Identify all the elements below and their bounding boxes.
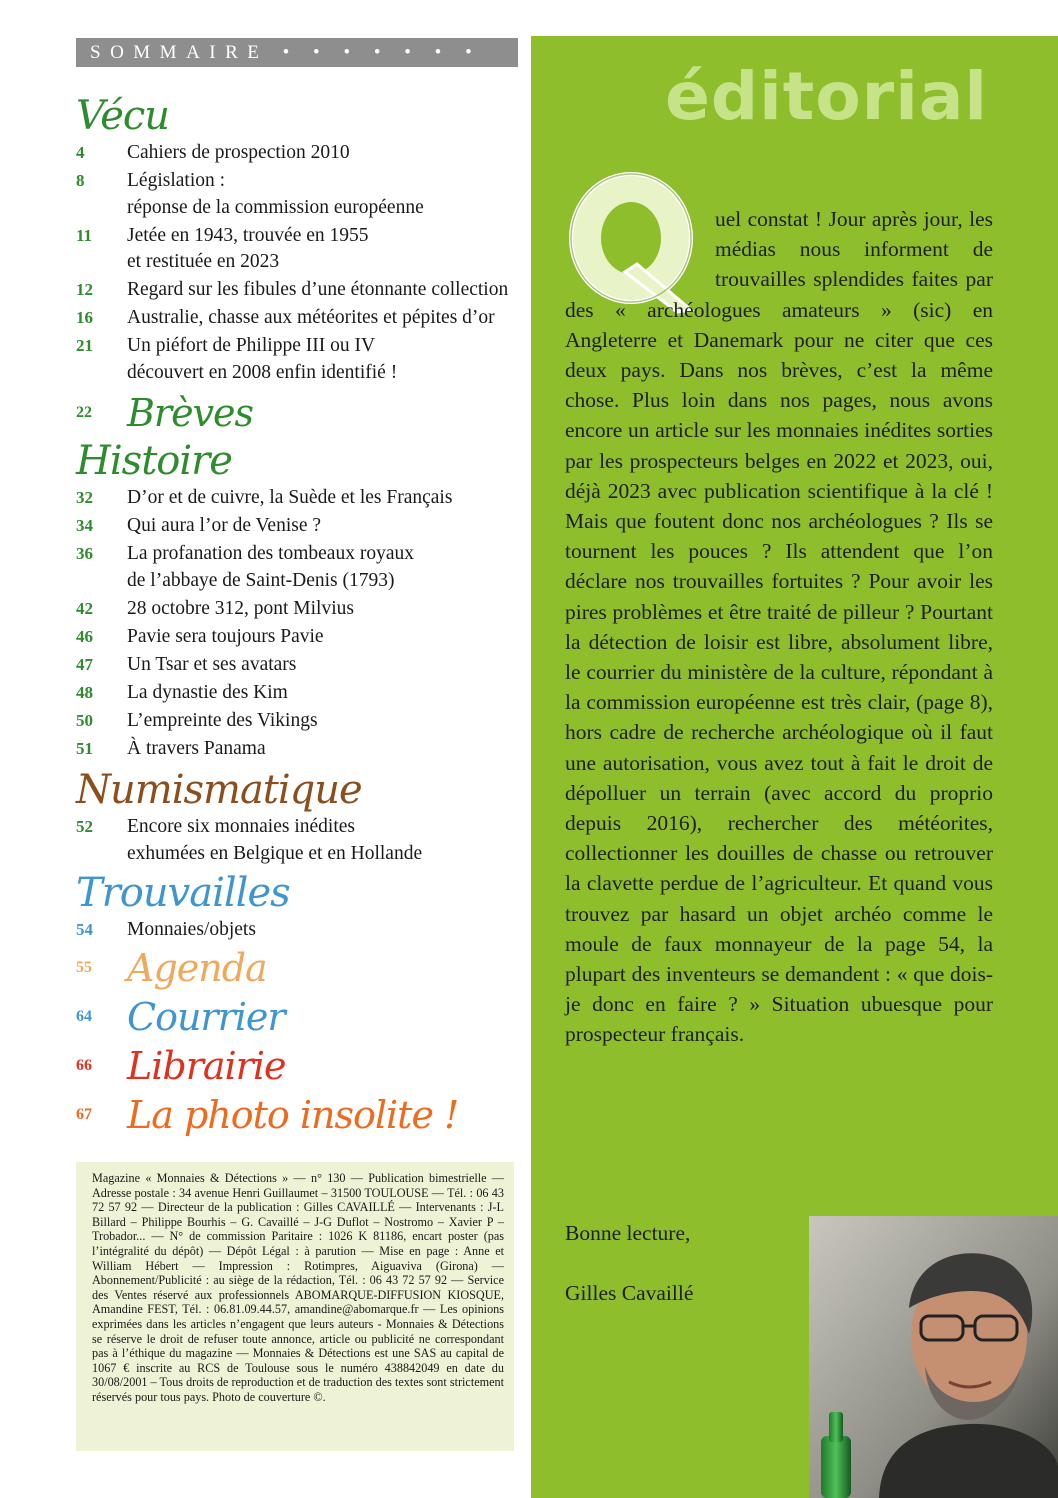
page-number: 50 <box>76 710 93 730</box>
toc-entry-librairie[interactable] <box>76 1042 526 1091</box>
toc-entry-agenda[interactable] <box>76 944 526 993</box>
toc-entry[interactable] <box>76 917 526 944</box>
toc-entry[interactable] <box>76 680 526 707</box>
dropcap-spacer <box>565 204 715 292</box>
toc-entry[interactable] <box>76 140 526 167</box>
editorial-signature: Gilles Cavaillé <box>565 1281 694 1305</box>
entry-title-line: Législation : <box>127 170 226 191</box>
section-list-numismatique <box>76 814 526 867</box>
entry-title <box>127 708 526 735</box>
page-number: 34 <box>76 516 93 535</box>
section-title-vecu: Vécu <box>76 93 170 139</box>
toc-entry[interactable] <box>76 277 526 304</box>
page-number: 51 <box>76 738 93 758</box>
page-number: 47 <box>76 654 93 674</box>
toc-entry[interactable] <box>76 736 526 763</box>
page-number: 4 <box>76 143 85 162</box>
page-number: 11 <box>76 225 93 245</box>
entry-title <box>127 596 526 623</box>
table-of-contents <box>76 92 526 1140</box>
entry-title <box>127 652 526 679</box>
page-number: 66 <box>76 1057 92 1074</box>
page-number: 12 <box>76 280 93 299</box>
entry-title <box>127 513 526 540</box>
section-title-breves: Brèves <box>127 390 254 435</box>
entry-title-line: Un Tsar et ses avatars <box>127 653 297 675</box>
entry-title-line: Encore six monnaies inédites <box>127 816 355 837</box>
editorial-body <box>565 204 993 1050</box>
page-number: 21 <box>76 336 93 355</box>
section-list-histoire <box>76 485 526 762</box>
section-title-photo-insolite: La photo insolite ! <box>127 1093 459 1137</box>
toc-entry[interactable] <box>76 168 526 221</box>
toc-entry-photo-insolite[interactable] <box>76 1091 526 1140</box>
page-number: 42 <box>76 598 93 618</box>
entry-title <box>127 168 526 221</box>
entry-title-line: Australie, chasse aux météorites et pépites d’or <box>127 307 495 328</box>
sommaire-dots: • • • • • • • <box>282 42 482 63</box>
section-title-numismatique: Numismatique <box>76 767 362 813</box>
entry-title-line: Regard sur les fibules d’une étonnante collection <box>127 279 509 300</box>
section-title-trouvailles: Trouvailles <box>76 870 290 916</box>
entry-title <box>127 333 526 386</box>
toc-entry[interactable] <box>76 541 526 594</box>
entry-title <box>127 485 526 512</box>
sommaire-header <box>76 38 518 67</box>
editorial-title: éditorial <box>665 58 988 135</box>
page-number: 46 <box>76 626 93 646</box>
page-number: 55 <box>76 959 92 976</box>
entry-title-line: La profanation des tombeaux royaux <box>127 543 414 564</box>
entry-title-line: découvert en 2008 enfin identifié ! <box>127 361 398 383</box>
entry-title-line: Qui aura l’or de Venise ? <box>127 515 322 536</box>
entry-title-line: À travers Panama <box>127 737 266 759</box>
entry-title <box>127 680 526 707</box>
entry-title <box>127 541 526 594</box>
entry-title-line: Jetée en 1943, trouvée en 1955 <box>127 224 369 246</box>
page-number: 8 <box>76 171 85 190</box>
page-number: 16 <box>76 308 93 327</box>
sommaire-label: SOMMAIRE <box>90 42 269 63</box>
publication-credits: Magazine « Monnaies & Détections » — n° 130 — Publication bimestrielle — Adresse postale : 34 avenue Henri Guillaumet – 31500 TOULOUSE — Tél. : 06 43 72 57 92 — Directeur de la publication : Gilles CAVAILLÉ — Intervenants : J-L Billard – Philippe Bourhis – G. Cavaillé – J-G Duflot – Nostromo – Xavier P – Trobador... — N° de commission Paritaire : 1026 K 81186, encart poster (pas l’intégralité du dépôt) — Dépôt Légal : à parution — Mise en page : Anne et William Hébert — Impression : Rotimpres, Aiguaviva (Girona) — Abonnement/Publicité : au siège de la rédaction, Tél. : 06 43 72 57 92 — Service des Ventes réservé aux professionnels ABOMARQUE-DIFFUSION KIOSQUE, Amandine FEST, Tél. : 06.81.09.44.57, amandine@abomarque.fr — Les opinions exprimées dans les articles n’engagent que leurs auteurs - Monnaies & Détections se réserve le droit de refuser toute annonce, article ou publicité ne correspondant pas à l’éthique du magazine — Monnaies & Détections est une SAS au capital de 1067 € inscrite au RCS de Toulouse sous le numéro 438842049 en date du 30/08/2001 – Tous droits de reproduction et de traduction des textes sont strictement réservés pour tous pays. Photo de couverture ©. <box>76 1162 514 1451</box>
toc-entry[interactable] <box>76 708 526 735</box>
toc-entry-breves[interactable] <box>76 388 526 437</box>
entry-title-line: Pavie sera toujours Pavie <box>127 625 324 647</box>
entry-title-line: exhumées en Belgique et en Hollande <box>127 842 423 864</box>
editorial-panel <box>531 36 1058 1498</box>
page-number: 32 <box>76 488 93 507</box>
toc-entry[interactable] <box>76 652 526 679</box>
entry-title <box>127 736 526 763</box>
entry-title <box>127 814 526 867</box>
section-list-vecu <box>76 140 526 386</box>
entry-title-line: 28 octobre 312, pont Milvius <box>127 597 354 619</box>
toc-entry[interactable] <box>76 333 526 386</box>
toc-entry[interactable] <box>76 814 526 867</box>
section-title-courrier: Courrier <box>127 995 285 1039</box>
entry-title <box>127 223 526 276</box>
toc-entry[interactable] <box>76 513 526 540</box>
entry-title-line: Cahiers de prospection 2010 <box>127 142 350 163</box>
toc-entry-courrier[interactable] <box>76 993 526 1042</box>
entry-title-line: Monnaies/objets <box>127 919 256 940</box>
toc-entry[interactable] <box>76 596 526 623</box>
entry-title <box>127 305 526 332</box>
page-number: 52 <box>76 817 93 836</box>
section-title-agenda: Agenda <box>127 946 267 990</box>
entry-title-line: réponse de la commission européenne <box>127 196 424 218</box>
page-number: 67 <box>76 1106 92 1123</box>
page-number: 54 <box>76 920 93 939</box>
page-number: 22 <box>76 403 92 421</box>
entry-title-line: L’empreinte des Vikings <box>127 709 318 731</box>
toc-entry[interactable] <box>76 485 526 512</box>
entry-title <box>127 917 526 944</box>
entry-title-line: Un piéfort de Philippe III ou IV <box>127 335 376 356</box>
toc-entry[interactable] <box>76 624 526 651</box>
entry-title-line: et restituée en 2023 <box>127 251 280 272</box>
page-number: 48 <box>76 682 93 702</box>
editorial-body-text: uel constat ! Jour après jour, les médias nous informent de trouvailles splendides faites par des « archéologues amateurs » (sic) en Angleterre et Danemark pour ne citer que ces deux pays. Dans nos brèves, c’est la même chose. Plus loin dans nos pages, nous avons encore un article sur les monnaies inédites sorties par les prospecteurs belges en 2022 et 2023, oui, déjà 2023 avec publication scientifique à la clé ! Mais que foutent donc nos archéologues ? Ils se tournent les pouces ? Ils attendent que l’on déclare nos trouvailles fortuites ? Pour avoir les pires problèmes et être traité de pilleur ? Pourtant la détection de loisir est libre, absolument libre, le courrier du ministère de la culture, répondant à la commission européenne est très clair, (page 8), hors cadre de recherche archéologique où il faut une autorisation, vous avez tout à fait le droit de dépolluer un terrain (avec accord du proprio depuis 2016), rechercher des météorites, collectionner les douilles de chasse ou retrouver la clavette perdue de l’agriculteur. Et quand vous trouvez par hasard un objet archéo comme le moule de faux monnayeur de la page 54, la plupart des inventeurs se demandent : « que dois-je donc en faire ? » Situation ubuesque pour prospecteur français. <box>565 207 993 1047</box>
entry-title-line: de l’abbaye de Saint-Denis (1793) <box>127 569 395 591</box>
entry-title <box>127 624 526 651</box>
entry-title-line: D’or et de cuivre, la Suède et les Français <box>127 487 453 508</box>
section-title-histoire: Histoire <box>76 438 232 484</box>
toc-entry[interactable] <box>76 305 526 332</box>
section-title-librairie: Librairie <box>127 1044 286 1088</box>
entry-title <box>127 277 526 304</box>
editorial-closing: Bonne lecture, <box>565 1221 691 1245</box>
entry-title <box>127 140 526 167</box>
page-number: 64 <box>76 1008 92 1025</box>
toc-entry[interactable] <box>76 223 526 276</box>
author-photo <box>809 1216 1058 1498</box>
section-list-trouvailles <box>76 917 526 944</box>
entry-title-line: La dynastie des Kim <box>127 681 288 703</box>
page-number: 36 <box>76 544 93 563</box>
